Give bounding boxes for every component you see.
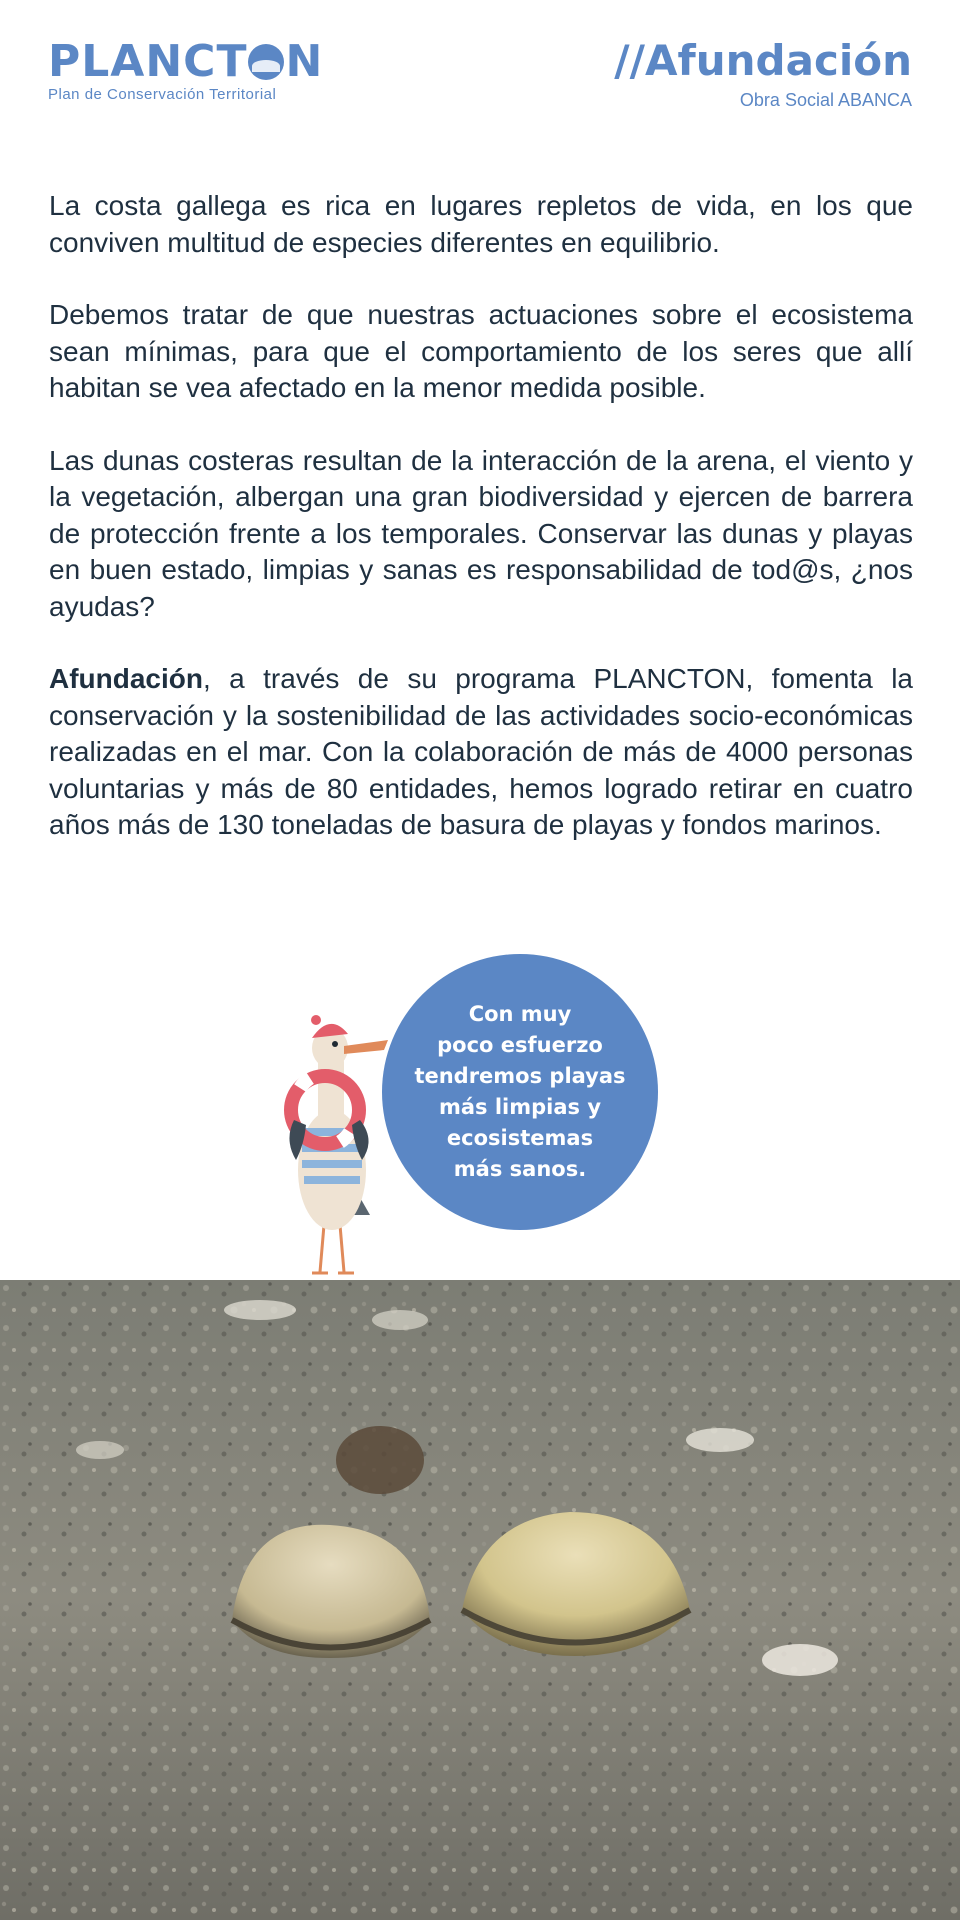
plancton-brand [48, 36, 324, 87]
plancton-brand-post: N [285, 36, 324, 87]
page-header [0, 0, 960, 140]
afundacion-subtitle: Obra Social ABANCA [739, 90, 912, 110]
seagull-mascot-illustration [280, 1010, 390, 1280]
body-text [49, 188, 913, 880]
paragraph-4 [49, 661, 913, 844]
plancton-brand-pre: PLANCT [48, 36, 248, 87]
paragraph-1: La costa gallega es rica en lugares repletos de vida, en los que conviven multitud de especies diferentes en equilibrio. [49, 190, 913, 258]
afundacion-brand: //Afundación [614, 36, 912, 85]
clams-photo-illustration [0, 1280, 960, 1920]
speech-bubble [382, 954, 658, 1230]
paragraph-3: Las dunas costeras resultan de la interacción de la arena, el viento y la vegetación, albergan una gran biodiversidad y ejercen de barrera de protección frente a los temporales. Conservar las dunas y playas en buen estado, limpias y sanas es responsabilidad de tod@s, ¿nos ayudas? [49, 444, 913, 622]
plancton-subtitle: Plan de Conservación Territorial [48, 86, 277, 103]
afundacion-logo [614, 38, 912, 111]
clams-photo [0, 1280, 960, 1920]
wave-icon [248, 44, 284, 80]
afundacion-highlight: Afundación [49, 663, 203, 694]
speech-bubble-text: Con muy poco esfuerzo tendremos playas más limpias y ecosistemas más sanos. [414, 1002, 626, 1181]
paragraph-4-rest: , a través de su programa PLANCTON, fomenta la conservación y la sostenibilidad de las actividades socio-económicas realizadas en el mar. Con la colaboración de más de 4000 personas voluntarias y más de 80 entidades, hemos logrado retirar en cuatro años más de 130 toneladas de basura de playas y fondos marinos. [49, 663, 913, 840]
paragraph-2: Debemos tratar de que nuestras actuaciones sobre el ecosistema sean mínimas, para que el comportamiento de los seres que allí habitan se vea afectado en la menor medida posible. [49, 299, 913, 403]
plancton-logo [48, 36, 324, 103]
